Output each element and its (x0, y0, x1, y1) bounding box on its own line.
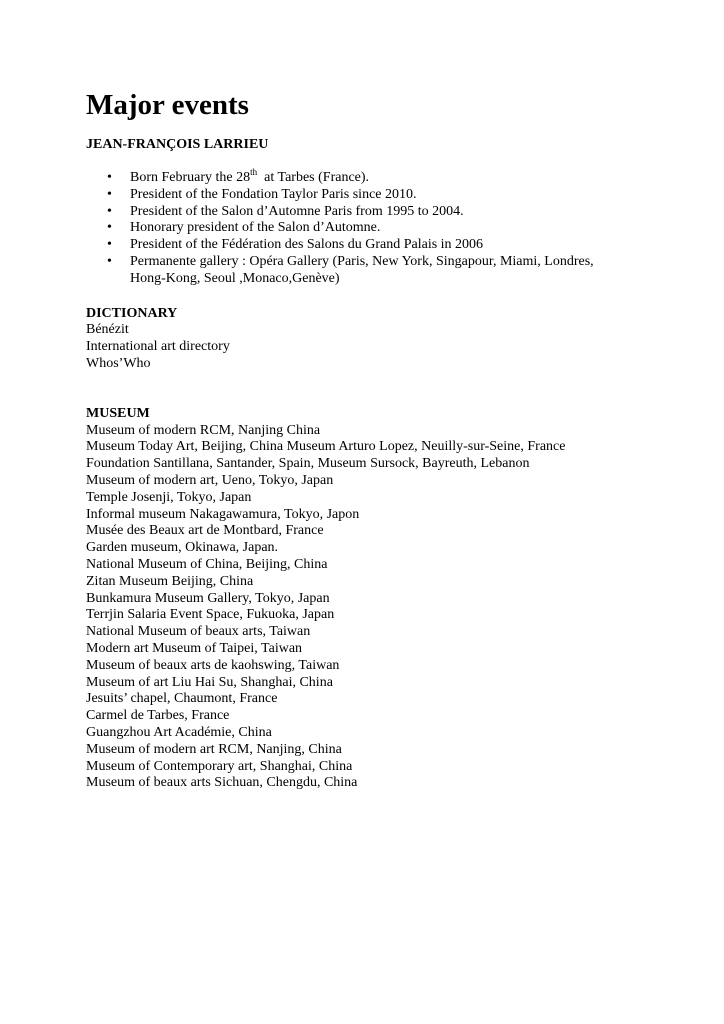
bullet-icon: • (107, 170, 112, 185)
artist-name: JEAN-FRANÇOIS LARRIEU (86, 137, 269, 152)
museum-heading: MUSEUM (86, 405, 150, 421)
museum-item: Zitan Museum Beijing, China (86, 573, 254, 589)
museum-item: Bunkamura Museum Gallery, Tokyo, Japan (86, 590, 330, 606)
bio-list (86, 167, 646, 288)
dictionary-section (86, 306, 646, 373)
bio-item (86, 187, 646, 204)
museum-item: Jesuits’ chapel, Chaumont, France (86, 691, 278, 707)
bio-item-text: President of the Salon d’Automne Paris from 1995 to 2004. (130, 203, 464, 219)
bio-item-text: President of the Fédération des Salons du Grand Palais in 2006 (130, 237, 484, 253)
bio-item-born (86, 167, 646, 187)
born-text: Born February the 28 (130, 170, 251, 185)
bullet-icon: • (107, 237, 112, 253)
page-title: Major events (86, 89, 249, 121)
museum-item: Terrjin Salaria Event Space, Fukuoka, Japan (86, 607, 335, 623)
museum-item: Museum of beaux arts de kaohswing, Taiwan (86, 657, 340, 673)
museum-item: Museum of art Liu Hai Su, Shanghai, China (86, 674, 333, 690)
museum-item: Foundation Santillana, Santander, Spain, Museum Sursock, Bayreuth, Lebanon (86, 456, 530, 472)
dictionary-item: International art directory (86, 339, 230, 355)
museum-item: National Museum of China, Beijing, China (86, 556, 328, 572)
museum-item: National Museum of beaux arts, Taiwan (86, 624, 311, 640)
bio-item (86, 237, 646, 254)
dictionary-heading: DICTIONARY (86, 305, 178, 321)
bio-item-gallery (86, 254, 646, 288)
museum-item: Informal museum Nakagawamura, Tokyo, Japon (86, 506, 360, 522)
bullet-icon: • (107, 203, 112, 219)
museum-item: Museum Today Art, Beijing, China Museum Arturo Lopez, Neuilly-sur-Seine, France (86, 439, 566, 455)
bullet-icon: • (107, 186, 112, 202)
bio-item (86, 220, 646, 237)
museum-item: Museum of modern RCM, Nanjing China (86, 422, 321, 438)
museum-item: Museum of modern art RCM, Nanjing, China (86, 741, 342, 757)
document-page (86, 86, 646, 792)
museum-item: Garden museum, Okinawa, Japan. (86, 540, 279, 556)
museum-item: Guangzhou Art Académie, China (86, 724, 272, 740)
dictionary-item: Bénézit (86, 322, 129, 338)
museum-item: Museum of beaux arts Sichuan, Chengdu, China (86, 775, 358, 791)
born-ordinal: th (250, 167, 258, 177)
gallery-text-line1: Permanente gallery : Opéra Gallery (Paris, New York, Singapour, Miami, Londres, (130, 253, 594, 269)
gallery-text-line2: Hong-Kong, Seoul ,Monaco,Genève) (130, 270, 340, 286)
dictionary-item: Whos’Who (86, 355, 151, 371)
bio-item (86, 204, 646, 221)
museum-item: Museum of modern art, Ueno, Tokyo, Japan (86, 472, 334, 488)
bio-item-text: Honorary president of the Salon d’Automne. (130, 220, 381, 236)
museum-item: Musée des Beaux art de Montbard, France (86, 523, 324, 539)
museum-item: Museum of Contemporary art, Shanghai, China (86, 758, 353, 774)
bullet-icon: • (107, 253, 112, 269)
bullet-icon: • (107, 220, 112, 236)
bio-item-text: President of the Fondation Taylor Paris since 2010. (130, 186, 417, 202)
museum-section (86, 406, 646, 792)
museum-item: Temple Josenji, Tokyo, Japan (86, 489, 252, 505)
museum-item: Carmel de Tarbes, France (86, 708, 230, 724)
museum-item: Modern art Museum of Taipei, Taiwan (86, 640, 303, 656)
born-place: at Tarbes (France). (257, 170, 370, 185)
